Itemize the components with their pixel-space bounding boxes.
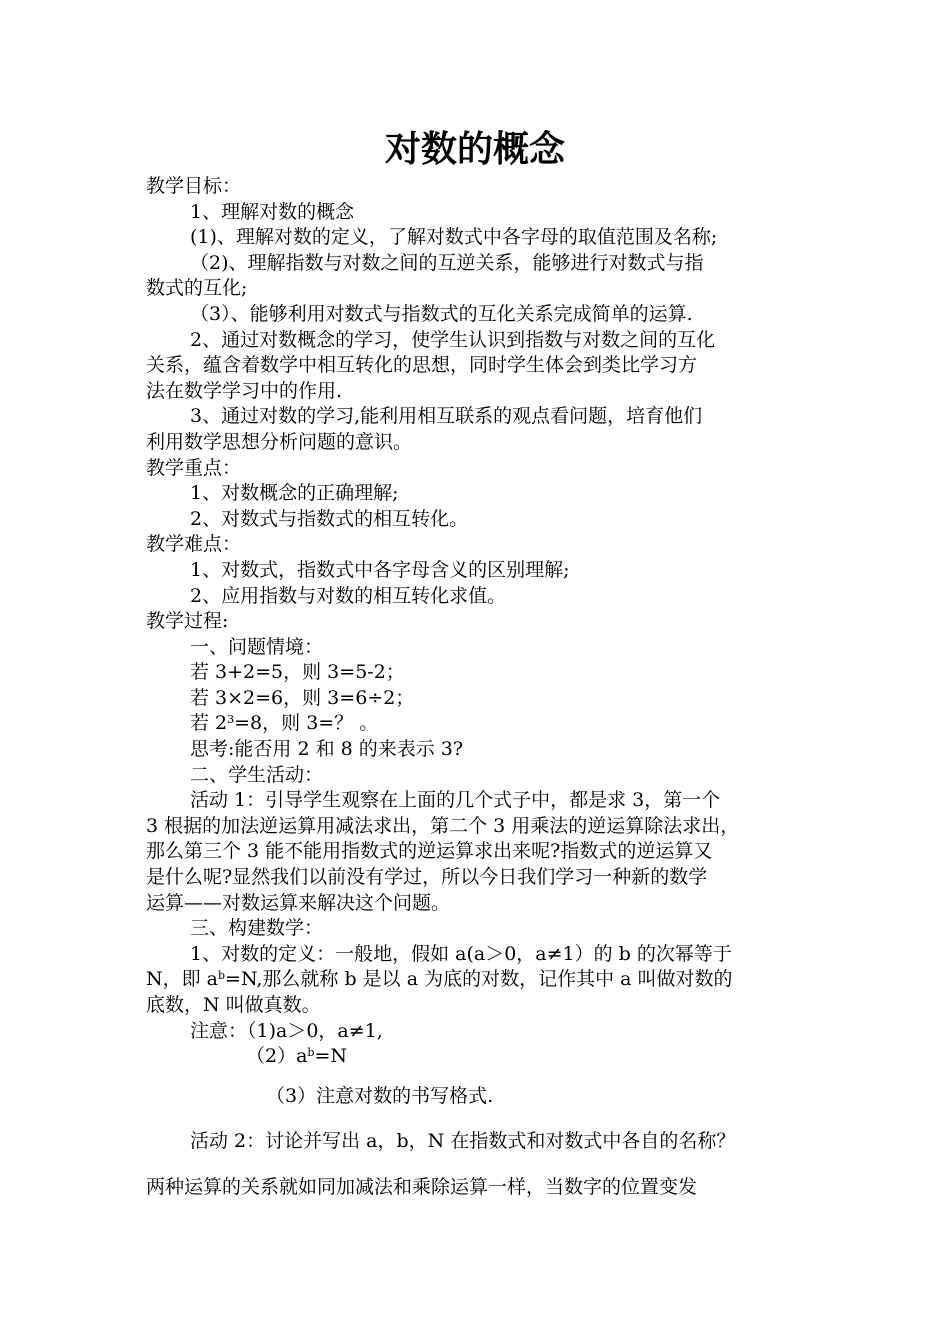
goal-1-2-line-1: （2)、理解指数与对数之间的互逆关系，能够进行对数式与指 [190, 251, 704, 274]
key-2: 2、对数式与指数式的相互转化。 [190, 507, 469, 530]
note-3: （3）注意对数的书写格式. [266, 1084, 494, 1107]
think-question: 思考:能否用 2 和 8 的来表示 3? [190, 738, 464, 761]
activity-1-line-3: 那么第三个 3 能不能用指数式的逆运算求出来呢?指数式的逆运算又 [146, 840, 713, 863]
section-1-heading: 一、问题情境： [190, 635, 324, 658]
difficulty-heading: 教学难点： [146, 533, 242, 556]
note-2-pre: （2）a [246, 1045, 308, 1068]
activity-1-line-5: 运算——对数运算来解决这个问题。 [146, 891, 451, 914]
document-body [146, 174, 806, 1201]
note-2-post: =N [314, 1045, 348, 1068]
note-2 [146, 1044, 806, 1070]
example-3-exponent: 3 [227, 713, 235, 727]
example-3-pre: 若 2 [190, 712, 228, 735]
section-2-heading: 二、学生活动： [190, 763, 324, 786]
goal-1-1: (1)、理解对数的定义，了解对数式中各字母的取值范围及名称; [190, 226, 718, 249]
activity-1-line-2: 3 根据的加法逆运算用减法求出，第二个 3 用乘法的逆运算除法求出， [146, 814, 740, 837]
page-title: 对数的概念 [384, 129, 565, 170]
key-heading: 教学重点： [146, 456, 242, 479]
definition-line-3: 底数，N 叫做真数。 [146, 994, 321, 1016]
goal-2-line-1: 2、通过对数概念的学习，使学生认识到指数与对数之间的互化 [190, 328, 716, 351]
note-1: 注意：（1)a＞0，a≠1, [190, 1019, 383, 1042]
example-3-post: =8，则 3=？ 。 [234, 712, 379, 735]
goals-heading: 教学目标： [146, 175, 242, 197]
goal-1-3: （3）、能够利用对数式与指数式的互化关系完成简单的运算. [190, 302, 693, 325]
goal-1: 1、理解对数的概念 [190, 200, 355, 223]
activity-2: 活动 2：讨论并写出 a，b，N 在指数式和对数式中各自的名称？ [190, 1130, 736, 1153]
goal-3-line-2: 利用数学思想分析问题的意识。 [146, 430, 413, 453]
definition-line-1: 1、对数的定义：一般地，假如 a(a＞0，a≠1）的 b 的次幂等于 [190, 942, 732, 965]
definition-exponent: b [218, 969, 226, 983]
example-3 [146, 711, 806, 737]
example-1: 若 3+2=5，则 3=5-2； [190, 661, 405, 684]
definition-line-2-post: =N,那么就称 b 是以 a 为底的对数，记作其中 a 叫做对数的 [225, 968, 733, 991]
note-2-exponent: b [307, 1046, 315, 1060]
difficulty-2: 2、应用指数与对数的相互转化求值。 [190, 584, 507, 607]
process-heading: 教学过程: [146, 610, 229, 633]
last-paragraph-line: 两种运算的关系就如同加减法和乘除运算一样，当数字的位置变发 [146, 1175, 698, 1198]
goal-2-line-3: 法在数学学习中的作用. [146, 379, 343, 402]
activity-1-line-4: 是什么呢?显然我们以前没有学过，所以今日我们学习一种新的数学 [146, 866, 708, 889]
section-3-heading: 三、构建数学： [190, 917, 324, 940]
definition-line-2 [146, 967, 806, 993]
definition-line-2-pre: N，即 a [146, 968, 218, 991]
goal-1-2-line-2: 数式的互化; [146, 277, 248, 300]
difficulty-1: 1、对数式，指数式中各字母含义的区别理解; [190, 558, 570, 581]
goal-3-line-1: 3、通过对数的学习,能利用相互联系的观点看问题，培育他们 [190, 405, 703, 428]
activity-1-line-1: 活动 1：引导学生观察在上面的几个式子中，都是求 3，第一个 [190, 789, 721, 812]
example-2: 若 3×2=6，则 3=6÷2； [190, 686, 415, 709]
key-1: 1、对数概念的正确理解; [190, 482, 399, 505]
goal-2-line-2: 关系，蕴含着数学中相互转化的思想，同时学生体会到类比学习方 [146, 354, 698, 377]
